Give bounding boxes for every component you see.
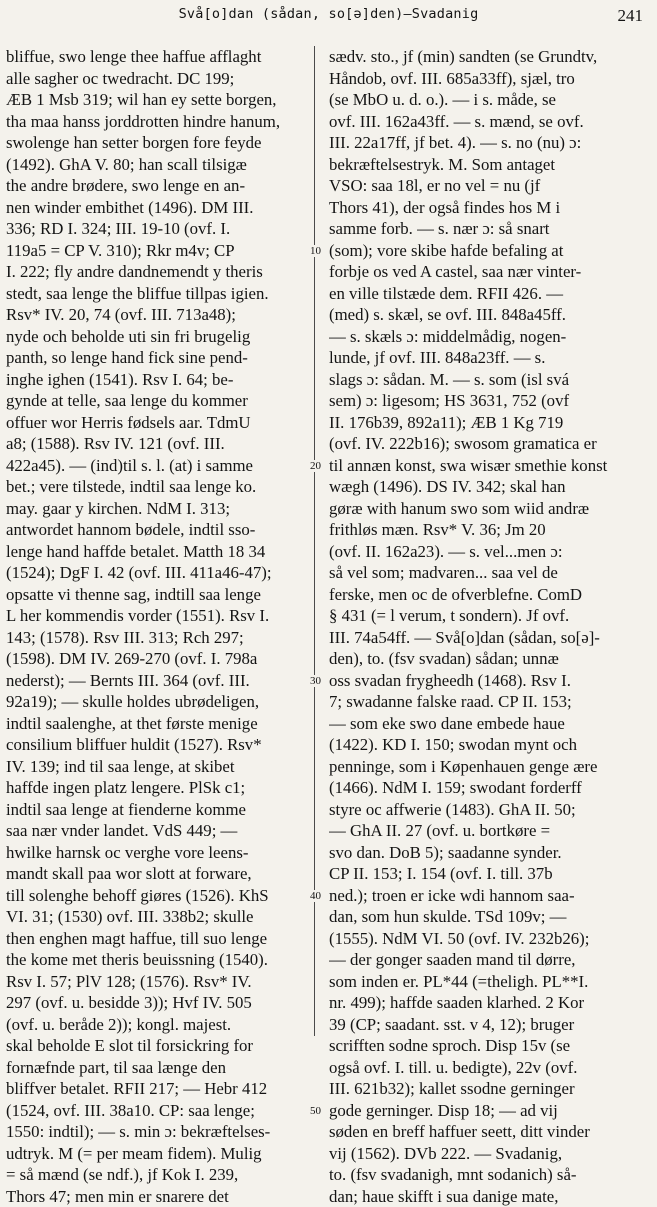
text-line: 297 (ovf. u. besidde 3)); Hvf IV. 505 bbox=[6, 992, 306, 1014]
text-line: (1422). KD I. 150; swodan mynt och bbox=[329, 734, 651, 756]
text-line: så vel som; madvaren... saa vel de bbox=[329, 562, 651, 584]
text-line: ÆB 1 Msb 319; wil han ey sette borgen, bbox=[6, 89, 306, 111]
text-line: stedt, saa lenge the bliffue tillpas igien. bbox=[6, 283, 306, 305]
text-line: antwordet hannom bødele, indtil sso- bbox=[6, 519, 306, 541]
column-divider bbox=[314, 46, 315, 1036]
text-line: vij (1562). DVb 222. — Svadanig, bbox=[329, 1143, 651, 1165]
left-column bbox=[6, 46, 306, 1207]
text-line: oss svadan frygheedh (1468). Rsv I. bbox=[329, 670, 651, 692]
text-line: lunde, jf ovf. III. 848a23ff. — s. bbox=[329, 347, 651, 369]
text-line: CP II. 153; I. 154 (ovf. I. till. 37b bbox=[329, 863, 651, 885]
text-line: opsatte vi thenne sag, indtill saa lenge bbox=[6, 584, 306, 606]
text-line: udtryk. M (= per meam fidem). Mulig bbox=[6, 1143, 306, 1165]
text-line: også ovf. I. till. u. bedigte), 22v (ovf. bbox=[329, 1057, 651, 1079]
text-line: gøræ with hanum swo som wiid andræ bbox=[329, 498, 651, 520]
text-line: (1598). DM IV. 269-270 (ovf. I. 798a bbox=[6, 648, 306, 670]
text-line: slags ɔ: sådan. M. — s. som (isl svá bbox=[329, 369, 651, 391]
text-line: swolenge han setter borgen fore feyde bbox=[6, 132, 306, 154]
text-line: sem) ɔ: ligesom; HS 3631, 752 (ovf bbox=[329, 390, 651, 412]
text-line: (1524); DgF I. 42 (ovf. III. 411a46-47); bbox=[6, 562, 306, 584]
text-line: VSO: saa 18l, er no vel = nu (jf bbox=[329, 175, 651, 197]
text-line: alle sagher oc twedracht. DC 199; bbox=[6, 68, 306, 90]
right-column bbox=[329, 46, 651, 1207]
text-line: ovf. III. 162a43ff. — s. mænd, se ovf. bbox=[329, 111, 651, 133]
text-line: nen winder embithet (1496). DM III. bbox=[6, 197, 306, 219]
text-line: Thors 41), der også findes hos M i bbox=[329, 197, 651, 219]
text-line: 39 (CP; saadant. sst. v 4, 12); bruger bbox=[329, 1014, 651, 1036]
text-line: bliffver betalet. RFII 217; — Hebr 412 bbox=[6, 1078, 306, 1100]
text-line: 422a45). — (ind)til s. l. (at) i samme bbox=[6, 455, 306, 477]
text-line: saa nær vnder landet. VdS 449; — bbox=[6, 820, 306, 842]
text-line: tha maa hanss jorddrotten hindre hanum, bbox=[6, 111, 306, 133]
text-line: the andre brødere, swo lenge en an- bbox=[6, 175, 306, 197]
text-line: svo dan. DoB 5); saadanne synder. bbox=[329, 842, 651, 864]
text-line: ferske, men oc de ofverblefne. ComD bbox=[329, 584, 651, 606]
text-line: § 431 (= l verum, t sondern). Jf ovf. bbox=[329, 605, 651, 627]
text-line: (1555). NdM VI. 50 (ovf. IV. 232b26); bbox=[329, 928, 651, 950]
line-number: 10 bbox=[309, 245, 322, 257]
text-line: (1466). NdM I. 159; swodant forderff bbox=[329, 777, 651, 799]
text-line: inghe ighen (1541). Rsv I. 64; be- bbox=[6, 369, 306, 391]
text-line: IV. 139; ind til saa lenge, at skibet bbox=[6, 756, 306, 778]
text-line: — som eke swo dane embede haue bbox=[329, 713, 651, 735]
text-line: wægh (1496). DS IV. 342; skal han bbox=[329, 476, 651, 498]
text-line: 336; RD I. 324; III. 19-10 (ovf. I. bbox=[6, 218, 306, 240]
text-line: I. 222; fly andre dandnemendt y theris bbox=[6, 261, 306, 283]
text-line: panth, so lenge hand fick sine pend- bbox=[6, 347, 306, 369]
text-line: offuer wor Herris fødsels aar. TdmU bbox=[6, 412, 306, 434]
text-line: 1550: indtil); — s. min ɔ: bekræftelses- bbox=[6, 1121, 306, 1143]
text-line: bet.; vere tilstede, indtil saa lenge ko. bbox=[6, 476, 306, 498]
text-line: samme forb. — s. nær ɔ: så snart bbox=[329, 218, 651, 240]
line-number: 40 bbox=[309, 890, 322, 902]
text-line: II. 176b39, 892a11); ÆB 1 Kg 719 bbox=[329, 412, 651, 434]
text-line: skal beholde E slot til forsickring for bbox=[6, 1035, 306, 1057]
text-line: som inden er. PL*44 (=theligh. PL**I. bbox=[329, 971, 651, 993]
line-number: 50 bbox=[309, 1105, 322, 1117]
text-line: Thors 47; men min er snarere det bbox=[6, 1186, 306, 1207]
text-line: (ovf. u. beråde 2)); kongl. majest. bbox=[6, 1014, 306, 1036]
text-line: to. (fsv svadanigh, mnt sodanich) så- bbox=[329, 1164, 651, 1186]
text-line: nederst); — Bernts III. 364 (ovf. III. bbox=[6, 670, 306, 692]
text-line: (ovf. II. 162a23). — s. vel...men ɔ: bbox=[329, 541, 651, 563]
page-header bbox=[0, 6, 657, 34]
text-line: (som); vore skibe hafde befaling at bbox=[329, 240, 651, 262]
text-line: styre oc affwerie (1483). GhA II. 50; bbox=[329, 799, 651, 821]
text-line: gode gerninger. Disp 18; — ad vij bbox=[329, 1100, 651, 1122]
text-line: till solenghe behoff giøres (1526). KhS bbox=[6, 885, 306, 907]
text-line: bliffue, swo lenge thee haffue afflaght bbox=[6, 46, 306, 68]
line-number: 20 bbox=[309, 460, 322, 472]
text-line: nyde och beholde uti sin fri brugelig bbox=[6, 326, 306, 348]
text-line: — GhA II. 27 (ovf. u. bortkøre = bbox=[329, 820, 651, 842]
text-line: den), to. (fsv svadan) sådan; unnæ bbox=[329, 648, 651, 670]
text-line: (1524, ovf. III. 38a10. CP: saa lenge; bbox=[6, 1100, 306, 1122]
text-line: indtil saa lenge at fienderne komme bbox=[6, 799, 306, 821]
text-line: then enghen magt haffue, till suo lenge bbox=[6, 928, 306, 950]
text-line: 92a19); — skulle holdes ubrødeligen, bbox=[6, 691, 306, 713]
text-line: penninge, som i Køpenhauen genge ære bbox=[329, 756, 651, 778]
text-line: scrifften sodne sproch. Disp 15v (se bbox=[329, 1035, 651, 1057]
text-line: 7; swadanne falske raad. CP II. 153; bbox=[329, 691, 651, 713]
text-line: frithløs mæn. Rsv* V. 36; Jm 20 bbox=[329, 519, 651, 541]
text-line: gynde at telle, saa lenge du kommer bbox=[6, 390, 306, 412]
text-line: fornæfnde part, til saa længe den bbox=[6, 1057, 306, 1079]
text-line: Håndob, ovf. III. 685a33ff), sjæl, tro bbox=[329, 68, 651, 90]
text-line: (1492). GhA V. 80; han scall tilsigæ bbox=[6, 154, 306, 176]
text-line: søden en breff haffuer seett, ditt vinder bbox=[329, 1121, 651, 1143]
text-line: forbje os ved A castel, saa nær vinter- bbox=[329, 261, 651, 283]
text-line: til annæn konst, swa wisær smethie konst bbox=[329, 455, 651, 477]
text-line: — der gonger saaden mand til dørre, bbox=[329, 949, 651, 971]
text-line: III. 621b32); kallet ssodne gerninger bbox=[329, 1078, 651, 1100]
text-line: en ville tilstæde dem. RFII 426. — bbox=[329, 283, 651, 305]
text-line: III. 22a17ff, jf bet. 4). — s. no (nu) ɔ: bbox=[329, 132, 651, 154]
text-line: = så mænd (se ndf.), jf Kok I. 239, bbox=[6, 1164, 306, 1186]
text-line: nr. 499); haffde saaden klarhed. 2 Kor bbox=[329, 992, 651, 1014]
text-line: consilium bliffuer huldit (1527). Rsv* bbox=[6, 734, 306, 756]
text-line: may. gaar y kirchen. NdM I. 313; bbox=[6, 498, 306, 520]
text-line: haffde ingen platz lengere. PlSk c1; bbox=[6, 777, 306, 799]
text-line: dan, som hun skulde. TSd 109v; — bbox=[329, 906, 651, 928]
text-line: hwilke harnsk oc verghe vore leens- bbox=[6, 842, 306, 864]
text-line: — s. skæls ɔ: middelmådig, nogen- bbox=[329, 326, 651, 348]
text-line: indtil saalenghe, at thet første menige bbox=[6, 713, 306, 735]
line-number: 30 bbox=[309, 675, 322, 687]
text-line: bekræftelsestryk. M. Som antaget bbox=[329, 154, 651, 176]
text-line: sædv. sto., jf (min) sandten (se Grundtv, bbox=[329, 46, 651, 68]
text-line: the kome met theris beuissning (1540). bbox=[6, 949, 306, 971]
text-line: L her kommendis vorder (1551). Rsv I. bbox=[6, 605, 306, 627]
text-line: lenge hand haffde betalet. Matth 18 34 bbox=[6, 541, 306, 563]
text-line: 119a5 = CP V. 310); Rkr m4v; CP bbox=[6, 240, 306, 262]
page-number: 241 bbox=[618, 6, 644, 26]
text-line: Rsv* IV. 20, 74 (ovf. III. 713a48); bbox=[6, 304, 306, 326]
text-line: 143; (1578). Rsv III. 313; Rch 297; bbox=[6, 627, 306, 649]
text-line: (med) s. skæl, se ovf. III. 848a45ff. bbox=[329, 304, 651, 326]
text-line: dan; haue skifft i sua danige mate, bbox=[329, 1186, 651, 1207]
text-line: VI. 31; (1530) ovf. III. 338b2; skulle bbox=[6, 906, 306, 928]
running-head: Svå[o]dan (sådan, so[ə]den)—Svadanig bbox=[0, 6, 657, 22]
text-line: (se MbO u. d. o.). — i s. måde, se bbox=[329, 89, 651, 111]
text-line: ned.); troen er icke wdi hannom saa- bbox=[329, 885, 651, 907]
text-line: a8; (1588). Rsv IV. 121 (ovf. III. bbox=[6, 433, 306, 455]
text-line: mandt skall paa wor slott at forware, bbox=[6, 863, 306, 885]
text-line: III. 74a54ff. — Svå[o]dan (sådan, so[ə]- bbox=[329, 627, 651, 649]
text-line: (ovf. IV. 222b16); swosom gramatica er bbox=[329, 433, 651, 455]
text-line: Rsv I. 57; PlV 128; (1576). Rsv* IV. bbox=[6, 971, 306, 993]
